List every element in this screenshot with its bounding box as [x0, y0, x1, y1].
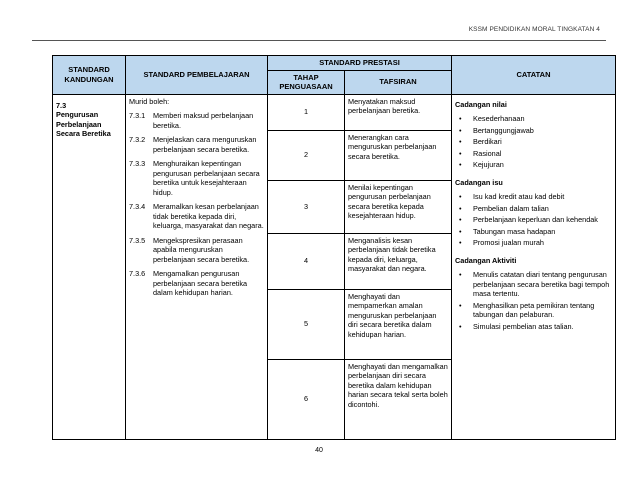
standard-kandungan-cell	[53, 94, 126, 439]
sp-item-list	[129, 111, 264, 298]
sp-item-number: 7.3.4	[129, 202, 146, 211]
tp-level-1: 1	[268, 94, 345, 130]
tafsiran-level-4: Menganalisis kesan perbelanjaan tidak beretika kepada diri, keluarga, masyarakat dan negara.	[345, 233, 452, 289]
running-header: KSSM PENDIDIKAN MORAL TINGKATAN 4	[468, 26, 600, 33]
header-rule	[32, 40, 606, 41]
cadangan-isu-heading: Cadangan isu	[455, 177, 503, 187]
header-standard-pembelajaran: STANDARD PEMBELAJARAN	[126, 56, 268, 95]
tafsiran-level-1: Menyatakan maksud perbelanjaan beretika.	[345, 94, 452, 130]
tp-level-4: 4	[268, 233, 345, 289]
cadangan-aktiviti-item	[455, 322, 612, 332]
cadangan-nilai-text: Berdikari	[473, 137, 502, 146]
cadangan-isu-text: Promosi jualan murah	[473, 238, 544, 247]
bullet-icon: •	[459, 160, 462, 169]
tp-level-5: 5	[268, 289, 345, 359]
tp-level-2: 2	[268, 130, 345, 180]
cadangan-isu-item	[455, 215, 612, 225]
sp-item-text: Menghuraikan kepentingan pengurusan perbelanjaan secara beretika untuk kesejahteraan hidup.	[153, 159, 260, 197]
bullet-icon: •	[459, 300, 462, 310]
sp-item-text: Menjelaskan cara menguruskan perbelanjaan secara beretika.	[153, 135, 257, 154]
cadangan-isu-item	[455, 192, 612, 202]
bullet-icon: •	[459, 137, 462, 146]
sp-item-number: 7.3.6	[129, 269, 146, 278]
sk-number: 7.3	[56, 100, 67, 110]
cadangan-isu-text: Pembelian dalam talian	[473, 203, 549, 213]
sp-item-number: 7.3.1	[129, 111, 146, 120]
cadangan-isu-item	[455, 238, 612, 248]
tp-level-6: 6	[268, 359, 345, 439]
cadangan-nilai-text: Kesederhanaan	[473, 114, 525, 123]
sp-intro: Murid boleh:	[129, 96, 170, 106]
tafsiran-level-2: Menerangkan cara menguruskan perbelanjaan secara beretika.	[345, 130, 452, 180]
sp-item	[129, 135, 264, 154]
bullet-icon: •	[459, 125, 462, 135]
standard-pembelajaran-cell	[126, 94, 268, 439]
cadangan-isu-text: Isu kad kredit atau kad debit	[473, 192, 565, 201]
sp-item	[129, 159, 264, 197]
cadangan-nilai-text: Rasional	[473, 148, 502, 158]
cadangan-nilai-text: Kejujuran	[473, 160, 504, 169]
sp-item	[129, 111, 264, 130]
header-standard-kandungan: STANDARD KANDUNGAN	[53, 56, 126, 95]
bullet-icon: •	[459, 203, 462, 213]
sp-item	[129, 202, 264, 231]
tp-level-3: 3	[268, 180, 345, 233]
page-number: 40	[315, 447, 323, 454]
cadangan-nilai-item	[455, 137, 612, 147]
cadangan-aktiviti-text: Menghasilkan peta pemikiran tentang tabungan dan pelaburan.	[473, 300, 595, 319]
bullet-icon: •	[459, 321, 462, 331]
cadangan-nilai-text: Bertanggungjawab	[473, 125, 534, 135]
bullet-icon: •	[459, 270, 462, 279]
sp-item-text: Memberi maksud perbelanjaan beretika.	[153, 111, 254, 130]
cadangan-aktiviti-text: Simulasi pembelian atas talian.	[473, 321, 574, 331]
bullet-icon: •	[459, 226, 462, 236]
cadangan-isu-text: Perbelanjaan keperluan dan kehendak	[473, 215, 598, 224]
bullet-icon: •	[459, 215, 462, 224]
tafsiran-level-5: Menghayati dan mempamerkan amalan menguruskan perbelanjaan diri secara beretika dalam kehidupan harian.	[345, 289, 452, 359]
header-tahap-penguasaan: TAHAP PENGUASAAN	[268, 70, 345, 94]
cadangan-nilai-item	[455, 160, 612, 170]
bullet-icon: •	[459, 238, 462, 247]
sp-item	[129, 269, 264, 298]
sp-item-number: 7.3.2	[129, 135, 146, 144]
cadangan-aktiviti-heading: Cadangan Aktiviti	[455, 255, 517, 265]
cadangan-isu-text: Tabungan masa hadapan	[473, 226, 556, 236]
cadangan-isu-item	[455, 204, 612, 214]
cadangan-aktiviti-text: Menulis catatan diari tentang pengurusan perbelanjaan secara beretika bagi tempoh masa tertentu.	[473, 270, 610, 298]
bullet-icon: •	[459, 148, 462, 158]
tafsiran-level-3: Menilai kepentingan pengurusan perbelanjaan secara beretika kepada kesejahteraan hidup.	[345, 180, 452, 233]
sp-item-text: Mengamalkan pengurusan perbelanjaan secara beretika dalam kehidupan harian.	[153, 269, 248, 297]
catatan-cell	[452, 94, 616, 439]
curriculum-table	[52, 55, 616, 440]
cadangan-aktiviti-item	[455, 270, 612, 299]
cadangan-aktiviti-list	[455, 270, 612, 331]
bullet-icon: •	[459, 114, 462, 123]
sp-item-text: Meramalkan kesan perbelanjaan tidak beretika kepada diri, keluarga, masyarakat dan negara.	[153, 202, 264, 230]
cadangan-aktiviti-item	[455, 301, 612, 320]
sp-item-text: Mengekspresikan perasaan apabila menguruskan perbelanjaan secara beretika.	[153, 235, 250, 264]
cadangan-nilai-heading: Cadangan nilai	[455, 99, 507, 109]
bullet-icon: •	[459, 192, 462, 201]
sp-item-number: 7.3.5	[129, 235, 146, 245]
tafsiran-level-6: Menghayati dan mengamalkan perbelanjaan diri secara beretika dalam kehidupan harian secara tekal serta boleh dicontohi.	[345, 359, 452, 439]
cadangan-nilai-item	[455, 149, 612, 159]
header-standard-prestasi: STANDARD PRESTASI	[268, 56, 452, 71]
cadangan-nilai-list	[455, 114, 612, 170]
cadangan-isu-item	[455, 227, 612, 237]
header-catatan: CATATAN	[452, 56, 616, 95]
sp-item-number: 7.3.3	[129, 159, 146, 168]
header-tafsiran: TAFSIRAN	[345, 70, 452, 94]
cadangan-nilai-item	[455, 114, 612, 124]
cadangan-isu-list	[455, 192, 612, 248]
cadangan-nilai-item	[455, 126, 612, 136]
sp-item	[129, 236, 264, 265]
sk-title: Pengurusan Perbelanjaan Secara Beretika	[56, 110, 111, 138]
